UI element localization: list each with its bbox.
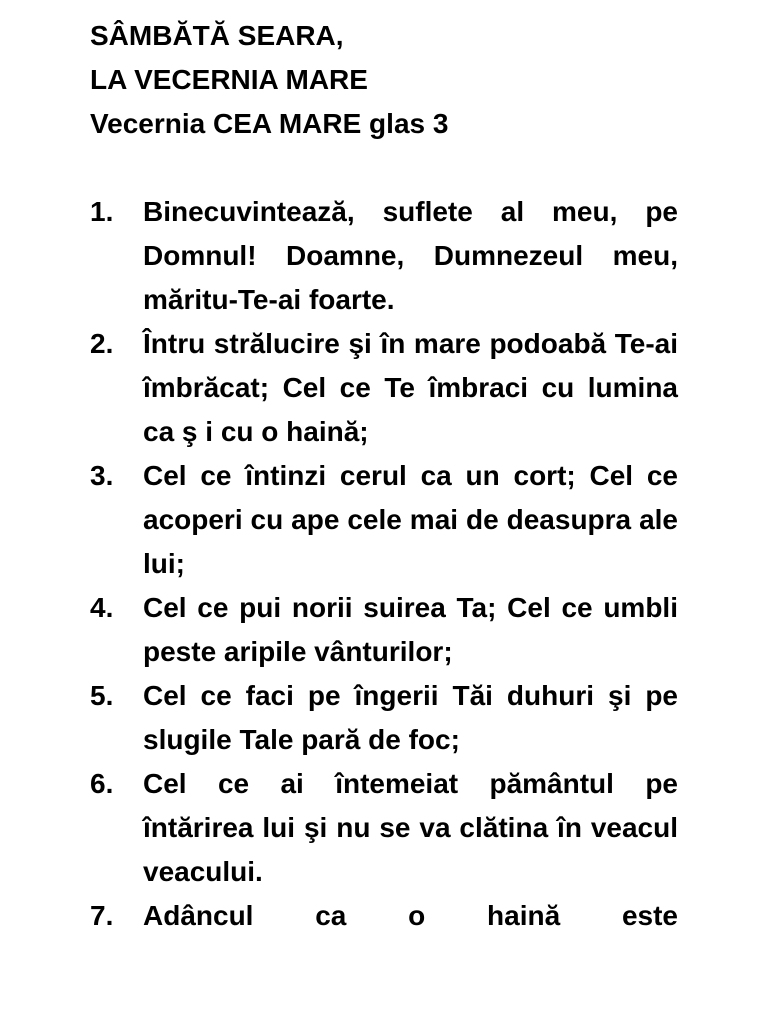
heading-line-2: LA VECERNIA MARE: [90, 64, 368, 95]
verse-list: [90, 190, 678, 938]
verse-text: Întru strălucire şi în mare podoabă Te-ai îmbrăcat; Cel ce Te îmbraci cu lumina ca ş i cu o haină;: [143, 328, 678, 447]
verse-number: 3.: [90, 460, 114, 491]
verse-number: 1.: [90, 196, 114, 227]
verse-text: Adâncul ca o haină este: [143, 900, 678, 931]
verse-item: [90, 674, 678, 762]
verse-number: 2.: [90, 328, 114, 359]
verse-number: 6.: [90, 768, 114, 799]
document-page: [90, 14, 678, 938]
verse-number: 4.: [90, 592, 114, 623]
verse-item: [90, 190, 678, 322]
spacer: [90, 146, 678, 190]
document-heading: [90, 14, 678, 146]
verse-text: Cel ce faci pe îngerii Tăi duhuri şi pe slugile Tale pară de foc;: [143, 680, 678, 755]
verse-item: [90, 586, 678, 674]
verse-item: [90, 762, 678, 894]
heading-line-1: SÂMBĂTĂ SEARA,: [90, 20, 344, 51]
verse-text: Cel ce întinzi cerul ca un cort; Cel ce acoperi cu ape cele mai de deasupra ale lui;: [143, 460, 678, 579]
verse-item: [90, 454, 678, 586]
verse-text: Cel ce pui norii suirea Ta; Cel ce umbli peste aripile vânturilor;: [143, 592, 678, 667]
verse-item: [90, 322, 678, 454]
verse-item: [90, 894, 678, 938]
verse-text: Binecuvintează, suflete al meu, pe Domnul! Doamne, Dumnezeul meu, măritu-Te-ai foarte.: [143, 196, 678, 315]
verse-number: 7.: [90, 900, 114, 931]
heading-line-3: Vecernia CEA MARE glas 3: [90, 108, 449, 139]
verse-number: 5.: [90, 680, 114, 711]
verse-text: Cel ce ai întemeiat pământul pe întărirea lui şi nu se va clătina în veacul veacului.: [143, 768, 678, 887]
